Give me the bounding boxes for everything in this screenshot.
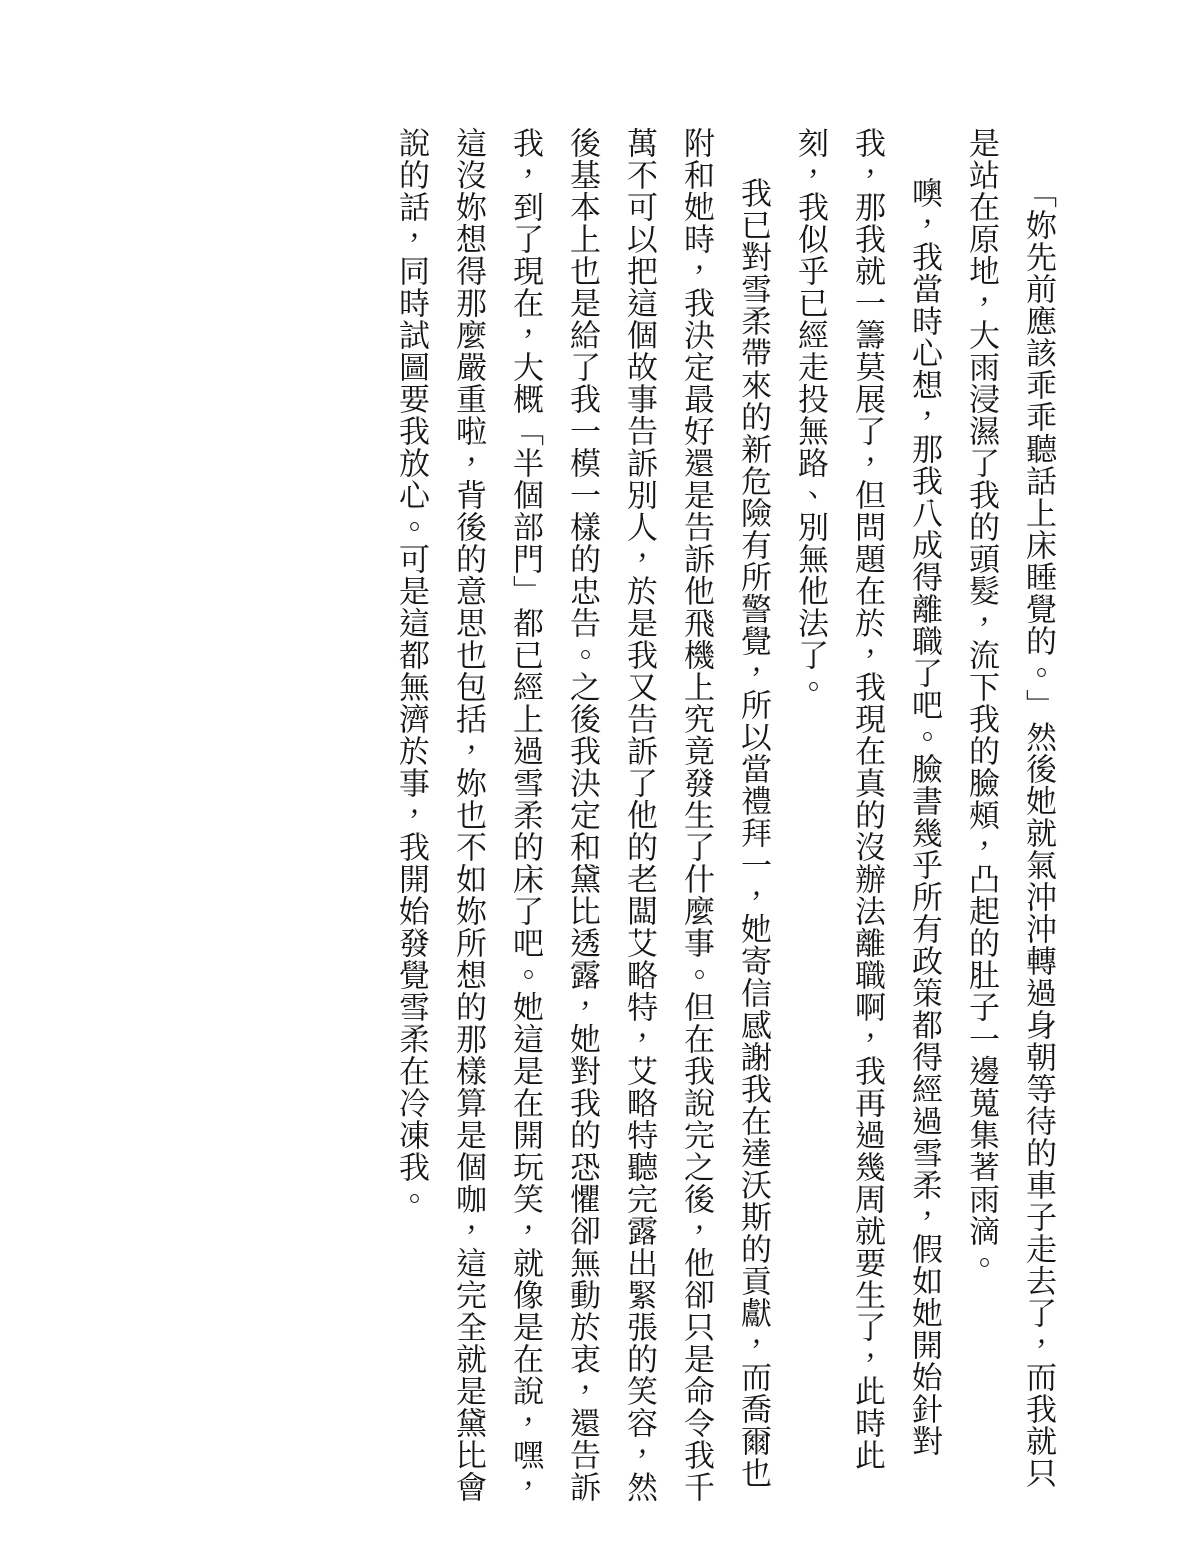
text-column: 說的話，同時試圖要我放心。可是這都無濟於事，我開始發覺雪柔在冷凍我。 xyxy=(394,127,429,1215)
text-column: 這沒妳想得那麼嚴重啦，背後的意思也包括，妳也不如妳所想的那樣算是個咖，這完全就是黛比會 xyxy=(451,127,486,1503)
text-column: 我已對雪柔帶來的新危險有所警覺，所以當禮拜一，她寄信感謝我在達沃斯的貢獻，而喬爾也 xyxy=(736,177,771,1489)
text-column: 噢，我當時心想，那我八成得離職了吧。臉書幾乎所有政策都得經過雪柔，假如她開始針對 xyxy=(907,177,942,1457)
text-column: 附和她時，我決定最好還是告訴他飛機上究竟發生了什麼事。但在我說完之後，他卻只是命令我千 xyxy=(679,127,714,1503)
text-column: 我，到了現在，大概「半個部門」都已經上過雪柔的床了吧。她這是在開玩笑，就像是在說，嘿， xyxy=(508,127,543,1503)
text-column: 萬不可以把這個故事告訴別人，於是我又告訴了他的老闆艾略特，艾略特聽完露出緊張的笑容，然 xyxy=(622,127,657,1503)
text-column: 刻，我似乎已經走投無路、別無他法了。 xyxy=(793,127,828,703)
text-column: 是站在原地，大雨浸濕了我的頭髮，流下我的臉頰，凸起的肚子一邊蒐集著雨滴。 xyxy=(964,127,999,1279)
text-column: 「妳先前應該乖乖聽話上床睡覺的。」然後她就氣沖沖轉過身朝等待的車子走去了，而我就只 xyxy=(1021,177,1056,1489)
text-column: 後基本上也是給了我一模一樣的忠告。之後我決定和黛比透露，她對我的恐懼卻無動於衷，還告訴 xyxy=(565,127,600,1503)
vertical-text-block xyxy=(383,127,1067,1503)
text-column: 我，那我就一籌莫展了，但問題在於，我現在真的沒辦法離職啊，我再過幾周就要生了，此時此 xyxy=(850,127,885,1471)
